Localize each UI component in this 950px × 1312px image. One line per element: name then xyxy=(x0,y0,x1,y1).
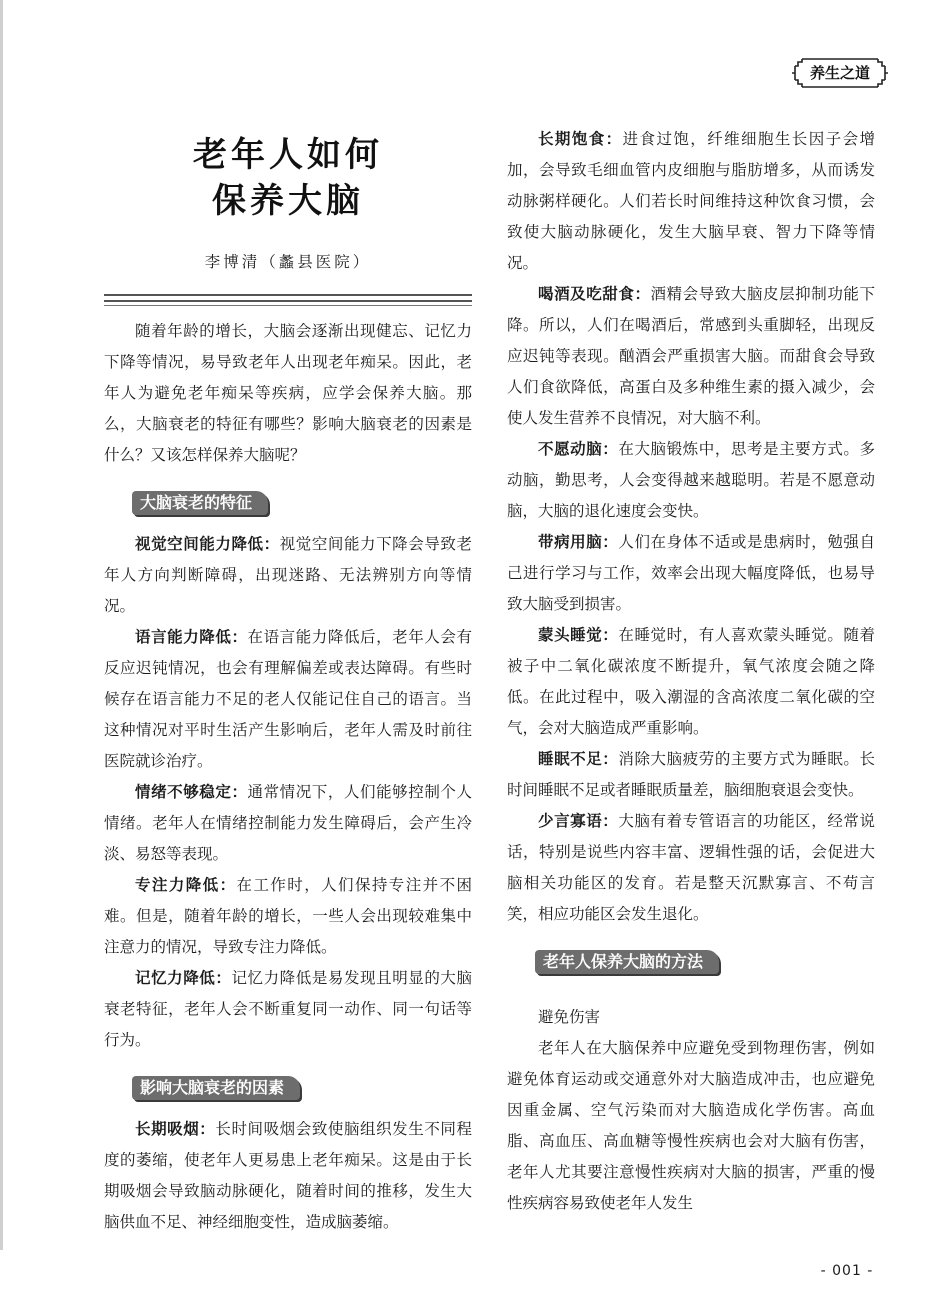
factor-item xyxy=(507,279,875,434)
item-term: 喝酒及吃甜食： xyxy=(538,285,651,303)
factor-item xyxy=(507,434,875,527)
column-tag-label: 养生之道 xyxy=(809,64,870,82)
item-text: 长时间吸烟会致使脑组织发生不同程度的萎缩，使老年人更易患上老年痴呆。这是由于长期吸烟会导致脑动脉硬化，随着时间的推移，发生大脑供血不足、神经细胞变性，造成脑萎缩。 xyxy=(104,1120,472,1231)
intro-paragraph: 随着年龄的增长，大脑会逐渐出现健忘、记忆力下降等情况，易导致老年人出现老年痴呆。因此，老年人为避免老年痴呆等疾病，应学会保养大脑。那么，大脑衰老的特征有哪些？影响大脑衰老的因素是什么？又该怎样保养大脑呢？ xyxy=(104,322,472,464)
method-subheading: 避免伤害 xyxy=(538,1008,601,1026)
feature-item xyxy=(104,529,472,622)
item-text: 消除大脑疲劳的主要方式为睡眠。长时间睡眠不足或者睡眠质量差，脑细胞衰退会变快。 xyxy=(507,750,875,799)
item-term: 少言寡语： xyxy=(538,812,619,830)
method-paragraph: 老年人在大脑保养中应避免受到物理伤害，例如避免体育运动或交通意外对大脑造成冲击，也应避免因重金属、空气污染而对大脑造成化学伤害。高血脂、高血压、高血糖等慢性疾病也会对大脑有伤害，老年人尤其要注意慢性疾病对大脑的损害，严重的慢性疾病容易致使老年人发生 xyxy=(507,1039,875,1212)
item-text: 酒精会导致大脑皮层抑制功能下降。所以，人们在喝酒后，常感到头重脚轻，出现反应迟钝等表现。酗酒会严重损害大脑。而甜食会导致人们食欲降低，高蛋白及多种维生素的摄入减少，会使人发生营养不良情况，对大脑不利。 xyxy=(507,285,875,427)
item-text: 在睡觉时，有人喜欢蒙头睡觉。随着被子中二氧化碳浓度不断提升，氧气浓度会随之降低。在此过程中，吸入潮湿的含高浓度二氧化碳的空气，会对大脑造成严重影响。 xyxy=(507,626,875,737)
item-text: 通常情况下，人们能够控制个人情绪。老年人在情绪控制能力发生障碍后，会产生冷淡、易怒等表现。 xyxy=(104,783,472,863)
feature-item xyxy=(104,622,472,777)
item-text: 人们在身体不适或是患病时，勉强自己进行学习与工作，效率会出现大幅度降低，也易导致大脑受到损害。 xyxy=(507,533,875,613)
title-rule-thin xyxy=(104,305,472,306)
item-term: 不愿动脑： xyxy=(538,440,619,458)
item-text: 进食过饱，纤维细胞生长因子会增加，会导致毛细血管内皮细胞与脂肪增多，从而诱发动脉粥样硬化。人们若长时间维持这种饮食习惯，会致使大脑动脉硬化，发生大脑早衰、智力下降等情况。 xyxy=(507,130,875,272)
item-text: 在语言能力降低后，老年人会有反应迟钝情况，也会有理解偏差或表达障碍。有些时候存在语言能力不足的老人仅能记住自己的语言。当这种情况对平时生活产生影响后，老年人需及时前往医院就诊治疗。 xyxy=(104,628,472,770)
item-term: 专注力降低： xyxy=(135,876,237,894)
section-heading-features: 大脑衰老的特征 xyxy=(132,491,268,515)
item-text: 在大脑锻炼中，思考是主要方式。多动脑，勤思考，人会变得越来越聪明。若是不愿意动脑，大脑的退化速度会变快。 xyxy=(507,440,875,520)
factor-item xyxy=(507,744,875,806)
item-term: 带病用脑： xyxy=(538,533,619,551)
left-column xyxy=(104,120,472,1238)
item-term: 记忆力降低： xyxy=(135,969,232,987)
item-term: 视觉空间能力降低： xyxy=(135,535,280,553)
factor-item xyxy=(507,806,875,930)
factor-item xyxy=(507,620,875,744)
page-number: - 001 - xyxy=(820,1263,874,1279)
article-title xyxy=(104,132,472,224)
section-heading-factors: 影响大脑衰老的因素 xyxy=(132,1076,300,1100)
feature-item xyxy=(104,963,472,1056)
article-title-line-1: 老年人如何 xyxy=(193,135,383,175)
item-text: 记忆力降低是易发现且明显的大脑衰老特征，老年人会不断重复同一动作、同一句话等行为。 xyxy=(104,969,472,1049)
item-term: 蒙头睡觉： xyxy=(538,626,619,644)
right-column xyxy=(507,124,875,1219)
item-term: 长期吸烟： xyxy=(135,1120,216,1138)
page-edge-rule xyxy=(0,0,3,1250)
factor-item xyxy=(507,124,875,279)
feature-item xyxy=(104,777,472,870)
item-term: 情绪不够稳定： xyxy=(135,783,248,801)
article-title-line-2: 保养大脑 xyxy=(212,181,364,221)
item-text: 视觉空间能力下降会导致老年人方向判断障碍，出现迷路、无法辨别方向等情况。 xyxy=(104,535,472,615)
item-text: 大脑有着专管语言的功能区，经常说话，特别是说些内容丰富、逻辑性强的话，会促进大脑相关功能区的发育。若是整天沉默寡言、不苟言笑，相应功能区会发生退化。 xyxy=(507,812,875,923)
item-term: 长期饱食： xyxy=(538,130,623,148)
article-author: 李博清（蠡县医院） xyxy=(204,253,372,271)
factor-item xyxy=(104,1114,472,1238)
title-rule xyxy=(104,294,472,302)
item-text: 在工作时，人们保持专注并不困难。但是，随着年龄的增长，一些人会出现较难集中注意力的情况，导致专注力降低。 xyxy=(104,876,472,956)
item-term: 语言能力降低： xyxy=(135,628,248,646)
feature-item xyxy=(104,870,472,963)
factor-item xyxy=(507,527,875,620)
section-heading-methods: 老年人保养大脑的方法 xyxy=(535,950,719,974)
item-term: 睡眠不足： xyxy=(538,750,619,768)
column-tag xyxy=(792,56,888,90)
